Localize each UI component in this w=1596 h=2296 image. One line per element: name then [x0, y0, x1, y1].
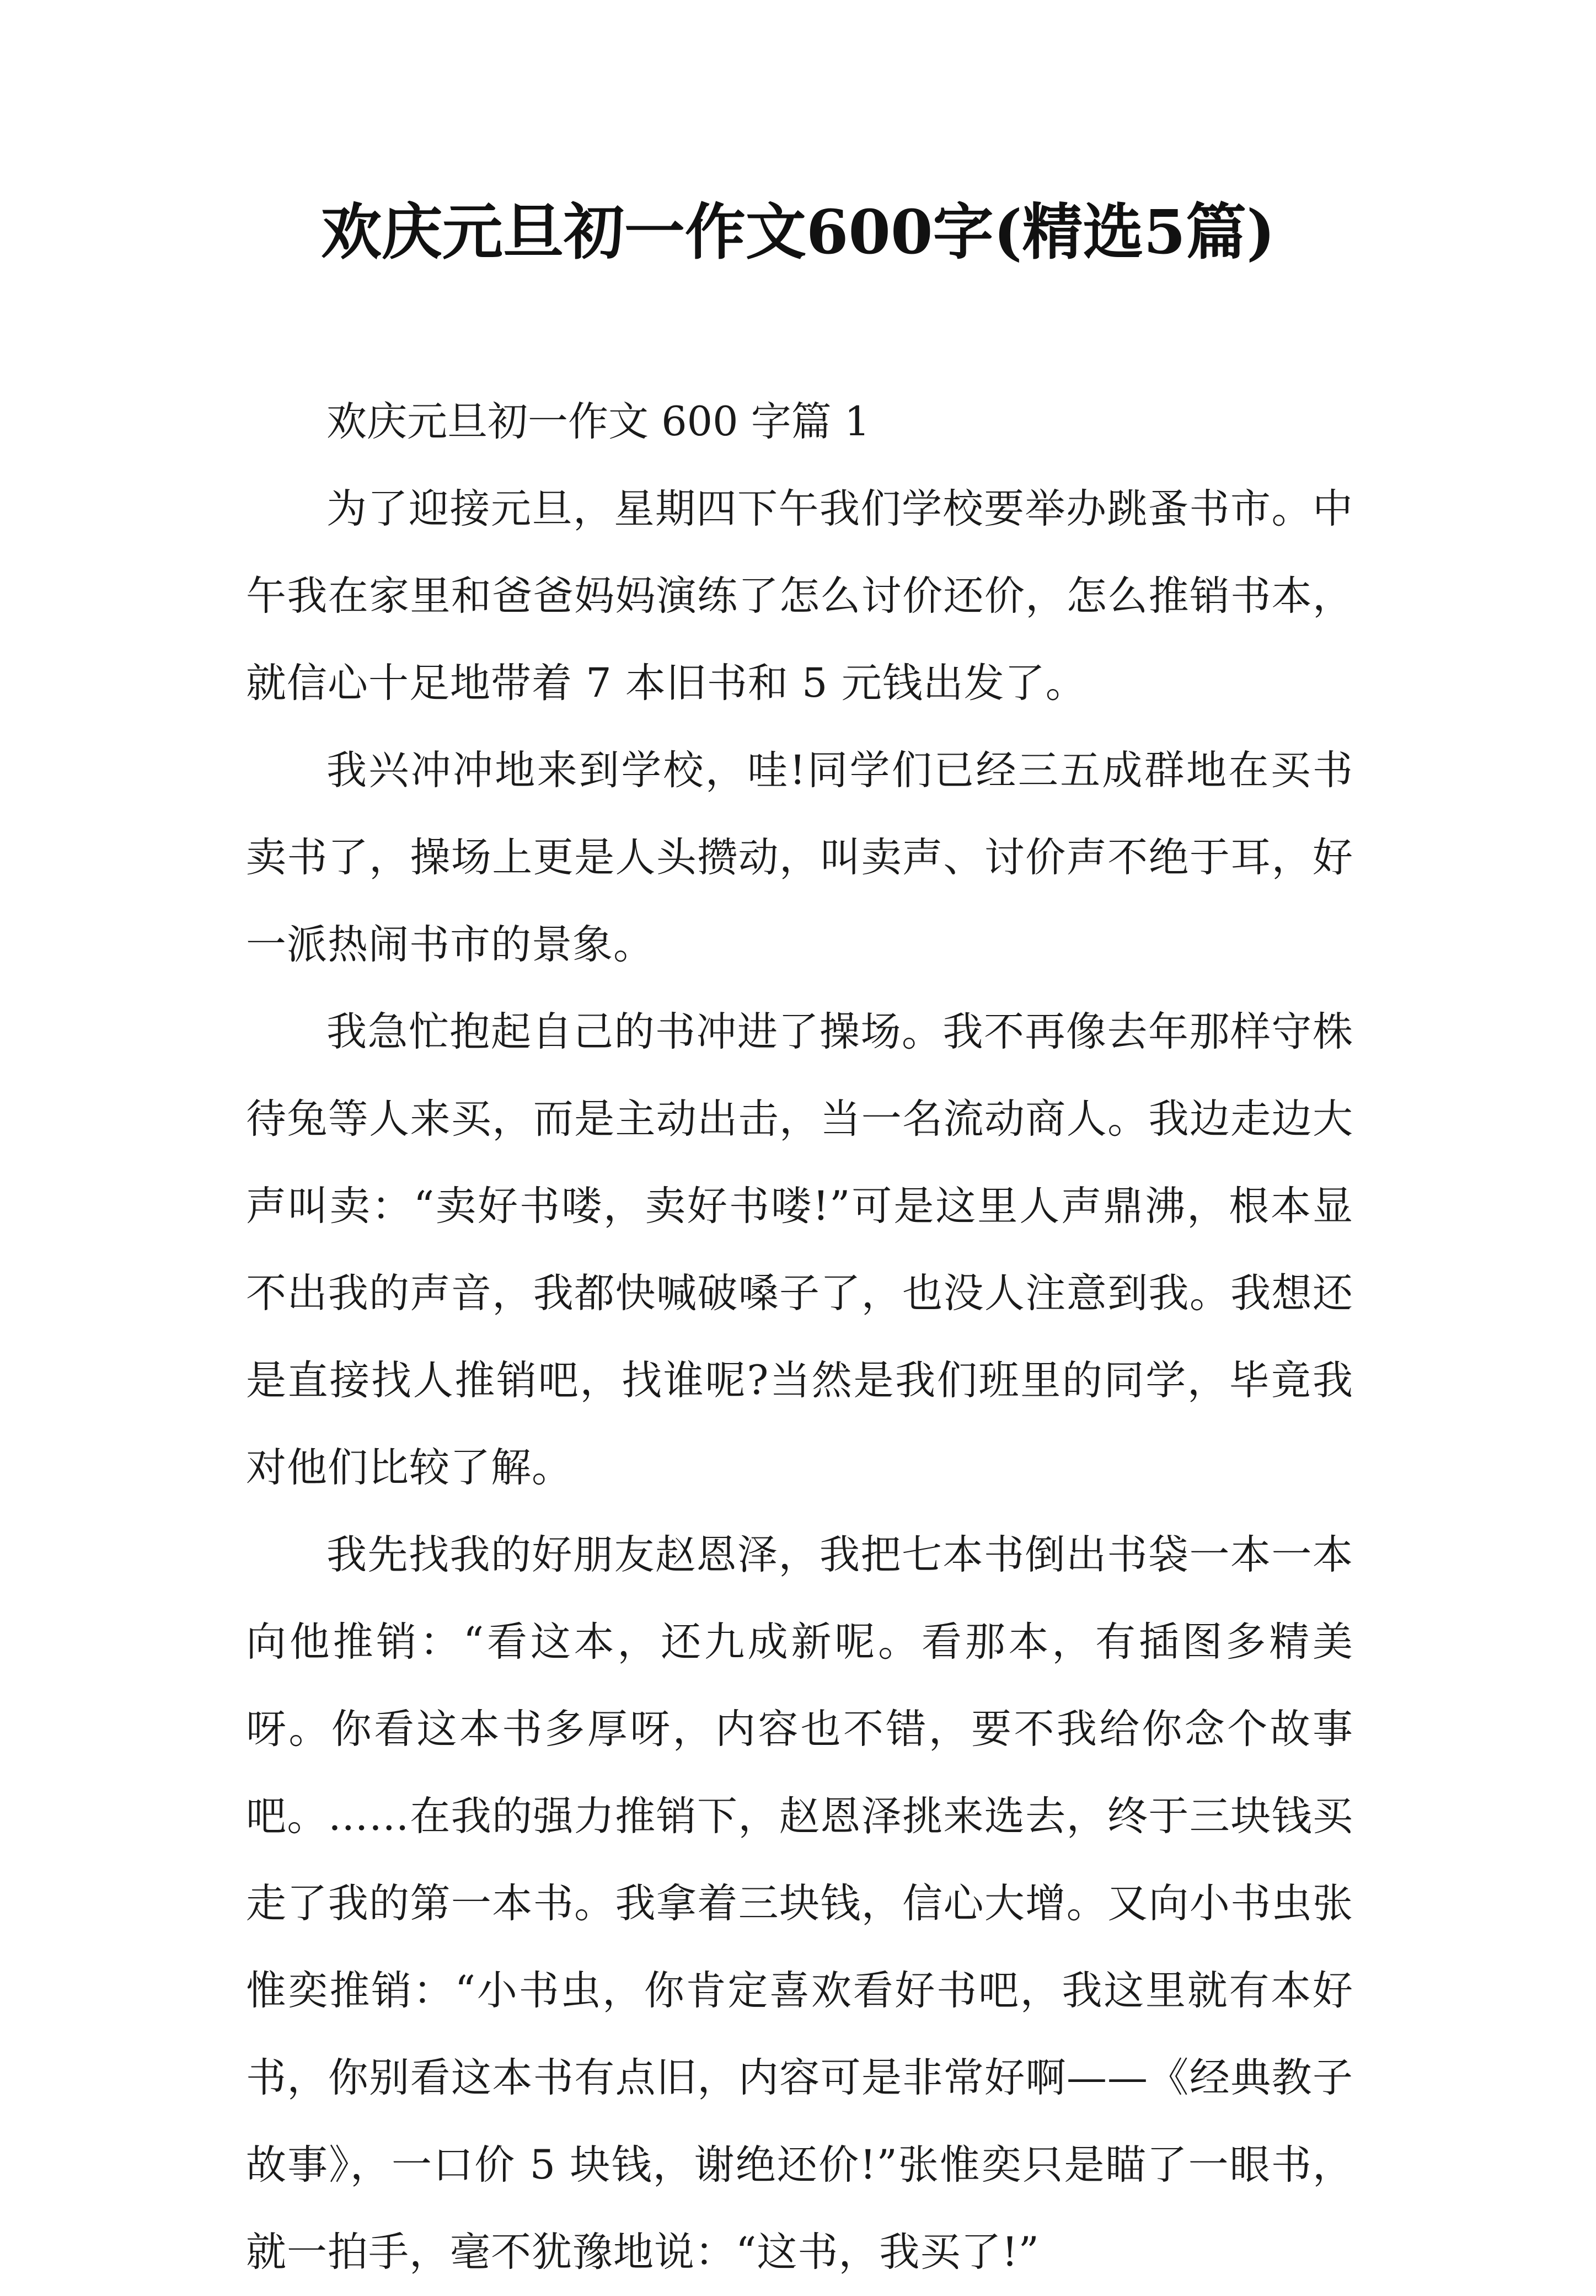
document-body [246, 378, 1353, 2296]
document-title: 欢庆元旦初一作文600字(精选5篇) [320, 196, 1276, 268]
paragraph-1: 为了迎接元旦，星期四下午我们学校要举办跳蚤书市。中午我在家里和爸爸妈妈演练了怎么讨价还价，怎么推销书本，就信心十足地带着 7 本旧书和 5 元钱出发了。 [246, 485, 1353, 707]
paragraph-2: 我兴冲冲地来到学校，哇!同学们已经三五成群地在买书卖书了，操场上更是人头攒动，叫卖声、讨价声不绝于耳，好一派热闹书市的景象。 [246, 747, 1353, 968]
paragraph-3: 我急忙抱起自己的书冲进了操场。我不再像去年那样守株待兔等人来买，而是主动出击，当一名流动商人。我边走边大声叫卖：“卖好书喽，卖好书喽!”可是这里人声鼎沸，根本显不出我的声音，我都快喊破嗓子了，也没人注意到我。我想还是直接找人推销吧，找谁呢?当然是我们班里的同学，毕竟我对他们比较了解。 [246, 1008, 1353, 1491]
paragraph-4: 我先找我的好朋友赵恩泽，我把七本书倒出书袋一本一本向他推销：“看这本，还九成新呢。看那本，有插图多精美呀。你看这本书多厚呀，内容也不错，要不我给你念个故事吧。……在我的强力推销下，赵恩泽挑来选去，终于三块钱买走了我的第一本书。我拿着三块钱，信心大增。又向小书虫张惟奕推销：“小书虫，你肯定喜欢看好书吧，我这里就有本好书，你别看这本书有点旧，内容可是非常好啊——《经典教子故事》，一口价 5 块钱，谢绝还价!”张惟奕只是瞄了一眼书，就一拍手，毫不犹豫地说：“这书，我买了!” [246, 1531, 1353, 2276]
section-heading: 欢庆元旦初一作文 600 字篇 1 [326, 398, 870, 445]
